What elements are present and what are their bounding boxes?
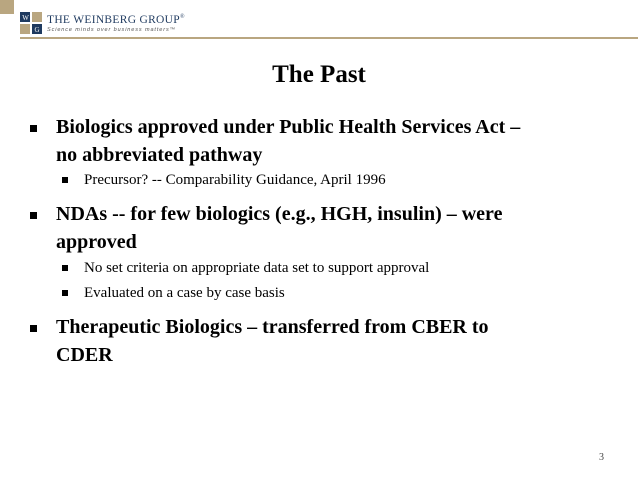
bullet-text-line: CDER xyxy=(56,344,113,366)
bullet-text-line: Therapeutic Biologics – transferred from CBER to xyxy=(56,316,489,338)
logo-company-name: THE WEINBERG GROUP® xyxy=(47,14,185,26)
bullet-text-line: no abbreviated pathway xyxy=(56,144,263,166)
svg-text:G: G xyxy=(34,26,40,34)
bullet-item xyxy=(56,200,596,256)
bullet-marker xyxy=(30,212,37,219)
bullet-text-line: approved xyxy=(56,231,137,253)
weinberg-logo-icon xyxy=(20,12,42,34)
bullet-text-line: Biologics approved under Public Health Services Act – xyxy=(56,116,521,138)
header-rule xyxy=(20,37,638,39)
corner-accent-block xyxy=(0,0,14,14)
sub-bullet-marker xyxy=(62,290,68,296)
logo-tagline: Science minds over business matters™ xyxy=(47,27,176,33)
sub-bullet-marker xyxy=(62,177,68,183)
bullet-item xyxy=(56,113,596,169)
sub-bullet-marker xyxy=(62,265,68,271)
sub-bullet-item: No set criteria on appropriate data set to support approval xyxy=(84,260,430,276)
sub-bullet-item: Precursor? -- Comparability Guidance, April 1996 xyxy=(84,172,386,188)
bullet-marker xyxy=(30,325,37,332)
bullet-text-line: NDAs -- for few biologics (e.g., HGH, insulin) – were xyxy=(56,203,503,225)
bullet-marker xyxy=(30,125,37,132)
bullet-item xyxy=(56,313,596,369)
slide-title: The Past xyxy=(272,61,366,88)
page-number: 3 xyxy=(599,452,604,463)
svg-text:W: W xyxy=(22,14,29,22)
sub-bullet-item: Evaluated on a case by case basis xyxy=(84,285,285,301)
